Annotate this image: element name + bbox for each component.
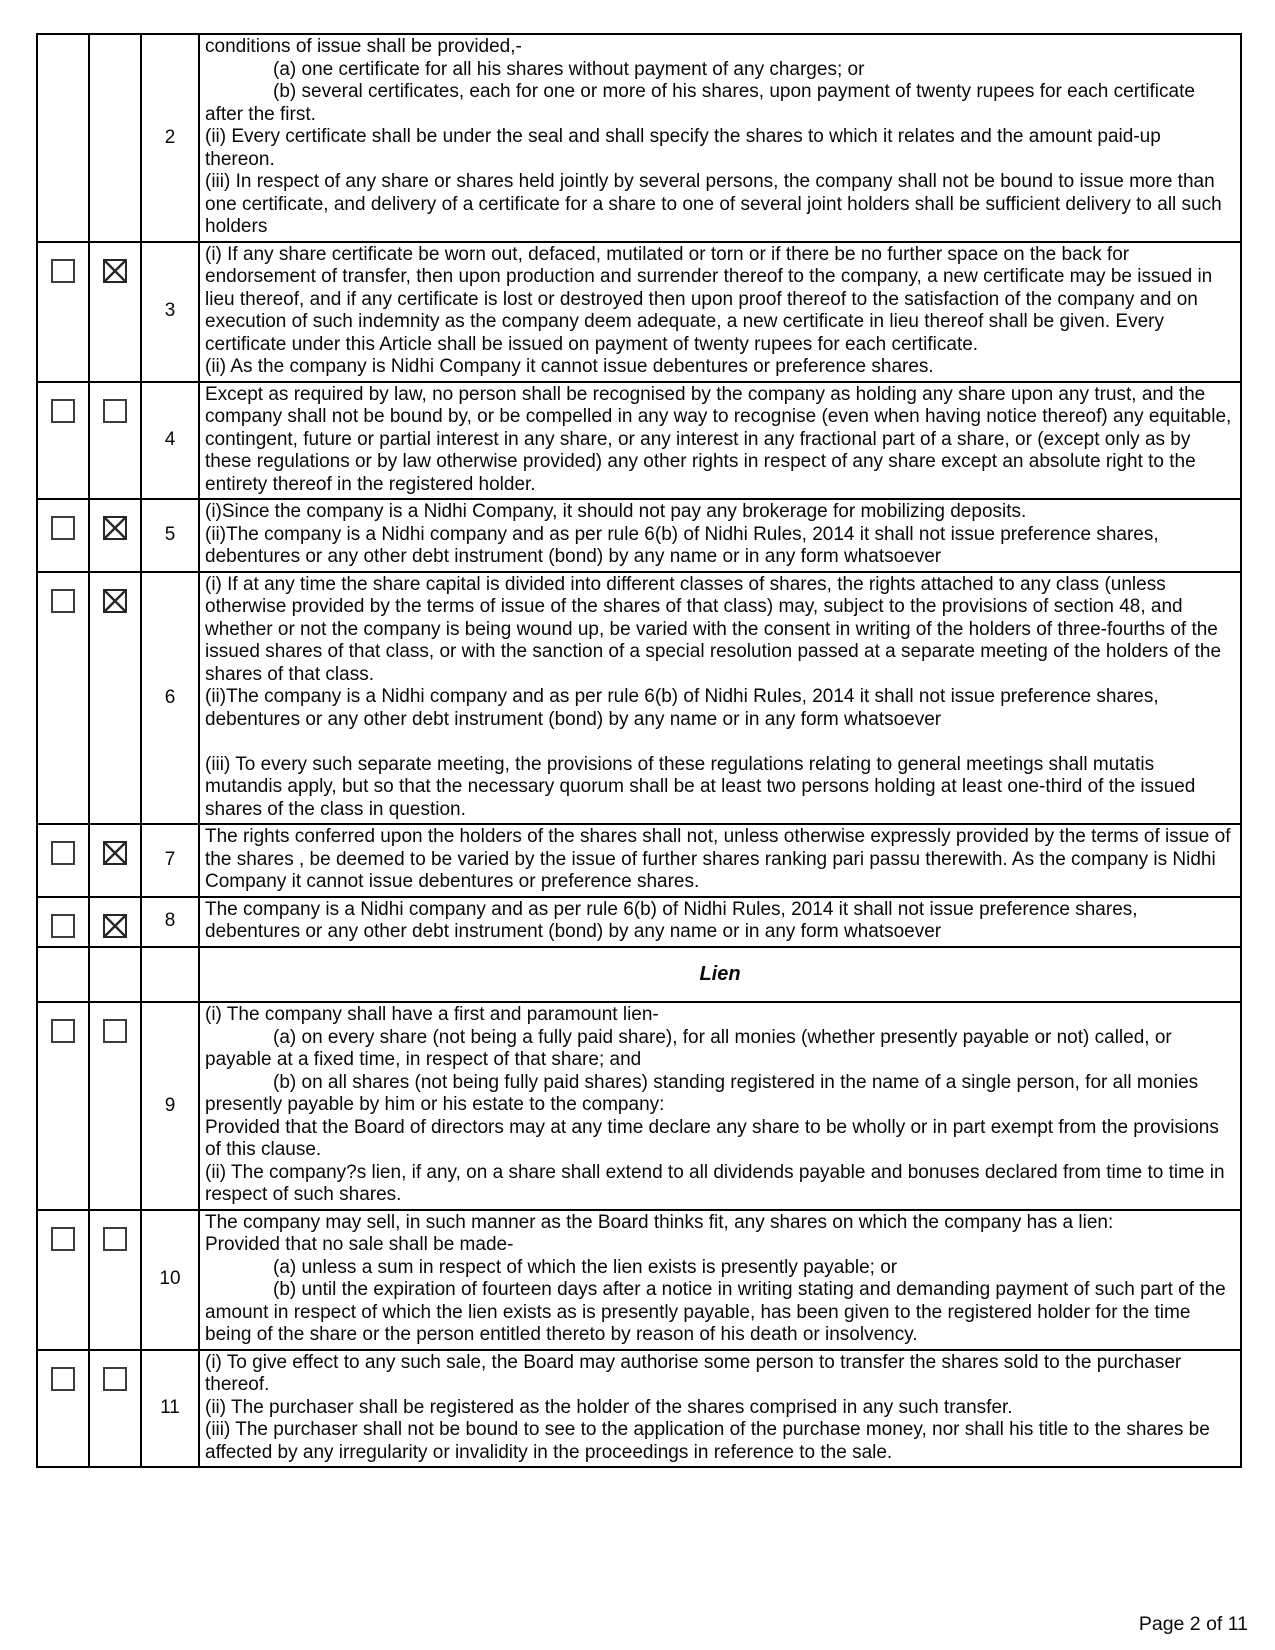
checkbox-unchecked-icon [103, 1367, 127, 1391]
article-text [199, 824, 1241, 897]
checkbox-cell-2 [89, 34, 141, 242]
table-row [37, 382, 1241, 500]
paragraph: (ii) The purchaser shall be registered as the holder of the shares comprised in any such transfer. [205, 1396, 1013, 1418]
checkbox-cell-1 [37, 34, 89, 242]
article-text [199, 1002, 1241, 1210]
article-number: 8 [141, 897, 199, 947]
paragraph: Provided that no sale shall be made- [205, 1234, 514, 1255]
checkbox-cell-1 [37, 382, 89, 500]
table-row [37, 242, 1241, 382]
page-number: Page 2 of 11 [1138, 1613, 1248, 1635]
paragraph: (i) If at any time the share capital is divided into different classes of shares, the rights attached to any class (unless otherwise provided by the terms of issue of the shares of that class) may, subject to the provisions of section 48, and whether or not the company is being wound up, be varied with the consent in writing of the holders of three-fourths of the issued shares of that class, or with the sanction of a special resolution passed at a separate meeting of the holders of the shares of that class. [205, 573, 1222, 685]
paragraph: (iii) In respect of any share or shares held jointly by several persons, the company shall not be bound to issue more than one certificate, and delivery of a certificate for a share to one of several joint holders shall be sufficient delivery to all such holders [205, 171, 1222, 237]
article-text [199, 242, 1241, 382]
article-text [199, 1350, 1241, 1468]
paragraph: (b) several certificates, each for one or more of his shares, upon payment of twenty rupees for each certificate after the first. [205, 81, 1195, 125]
checkbox-cell-1 [37, 1210, 89, 1350]
checkbox-unchecked-icon [103, 399, 127, 423]
checkbox-cell-1 [37, 897, 89, 947]
checkbox-cell-2 [89, 1210, 141, 1350]
checkbox-unchecked-icon [51, 914, 75, 938]
table-row [37, 572, 1241, 825]
paragraph: (b) on all shares (not being fully paid shares) standing registered in the name of a single person, for all monies presently payable by him or his estate to the company: [205, 1071, 1199, 1115]
paragraph: (i) To give effect to any such sale, the Board may authorise some person to transfer the shares sold to the purchaser thereof. [205, 1351, 1182, 1395]
article-number: 3 [141, 242, 199, 382]
checkbox-cell-1 [37, 1002, 89, 1210]
checkbox-cell-2 [89, 499, 141, 572]
checkbox-checked-icon [103, 259, 127, 283]
checkbox-cell-1 [37, 499, 89, 572]
paragraph: (a) unless a sum in respect of which the lien exists is presently payable; or [273, 1256, 898, 1278]
article-text [199, 382, 1241, 500]
paragraph: (ii) As the company is Nidhi Company it cannot issue debentures or preference shares. [205, 356, 934, 377]
table-row [37, 34, 1241, 242]
checkbox-cell-2 [89, 572, 141, 825]
checkbox-checked-icon [103, 516, 127, 540]
table-row [37, 499, 1241, 572]
checkbox-cell-1 [37, 572, 89, 825]
checkbox-cell-2 [89, 947, 141, 1003]
checkbox-cell-1 [37, 824, 89, 897]
checkbox-checked-icon [103, 589, 127, 613]
checkbox-unchecked-icon [103, 1019, 127, 1043]
checkbox-cell-1 [37, 947, 89, 1003]
articles-table [36, 33, 1242, 1468]
paragraph: Provided that the Board of directors may at any time declare any share to be wholly or in part exempt from the provisions of this clause. [205, 1116, 1219, 1160]
table-row [37, 1002, 1241, 1210]
article-number: 2 [141, 34, 199, 242]
paragraph: (iii) To every such separate meeting, the provisions of these regulations relating to general meetings shall mutatis mutandis apply, but so that the necessary quorum shall be at least two persons holding at least one-third of the issued shares of the class in question. [205, 753, 1196, 820]
article-number [141, 947, 199, 1003]
article-text [199, 1210, 1241, 1350]
article-text [199, 572, 1241, 825]
paragraph: (ii)The company is a Nidhi company and as per rule 6(b) of Nidhi Rules, 2014 it shall not issue preference shares, debentures or any other debt instrument (bond) by any name or in any form whatsoever [205, 686, 1159, 730]
checkbox-cell-2 [89, 824, 141, 897]
checkbox-cell-2 [89, 897, 141, 947]
table-row [37, 897, 1241, 947]
article-text [199, 34, 1241, 242]
paragraph: (i) If any share certificate be worn out, defaced, mutilated or torn or if there be no further space on the back for endorsement of transfer, then upon production and surrender thereof to the company, a new certificate may be issued in lieu thereof, and if any certificate is lost or destroyed then upon proof thereof to the satisfaction of the company and on execution of such indemnity as the company deem adequate, a new certificate in lieu thereof shall be given. Every certificate under this Article shall be issued on payment of twenty rupees for each certificate. [205, 243, 1213, 355]
paragraph: (ii)The company is a Nidhi company and as per rule 6(b) of Nidhi Rules, 2014 it shall not issue preference shares, debentures or any other debt instrument (bond) by any name or in any form whatsoever [205, 523, 1159, 567]
article-text [199, 897, 1241, 947]
article-number: 9 [141, 1002, 199, 1210]
checkbox-checked-icon [103, 914, 127, 938]
article-number: 11 [141, 1350, 199, 1468]
checkbox-unchecked-icon [51, 1019, 75, 1043]
paragraph: conditions of issue shall be provided,- [205, 36, 522, 57]
article-number: 4 [141, 382, 199, 500]
paragraph-spacer [205, 731, 1235, 754]
article-number: 6 [141, 572, 199, 825]
checkbox-cell-1 [37, 242, 89, 382]
checkbox-cell-2 [89, 382, 141, 500]
checkbox-cell-2 [89, 242, 141, 382]
checkbox-cell-2 [89, 1350, 141, 1468]
paragraph: Except as required by law, no person shall be recognised by the company as holding any share upon any trust, and the company shall not be bound by, or be compelled in any way to recognise (even when having notice thereof) any equitable, contingent, future or partial interest in any share, or any interest in any fractional part of a share, or (except only as by these regulations or by law otherwise provided) any other rights in respect of any share except an absolute right to the entirety thereof in the registered holder. [205, 383, 1232, 495]
checkbox-unchecked-icon [51, 589, 75, 613]
paragraph: The company is a Nidhi company and as per rule 6(b) of Nidhi Rules, 2014 it shall not issue preference shares, debentures or any other debt instrument (bond) by any name or in any form whatsoever [205, 898, 1138, 942]
checkbox-unchecked-icon [51, 1227, 75, 1251]
checkbox-unchecked-icon [51, 1367, 75, 1391]
article-number: 7 [141, 824, 199, 897]
paragraph: (a) on every share (not being a fully paid share), for all monies (whether presently payable or not) called, or payable at a fixed time, in respect of that share; and [205, 1026, 1172, 1070]
paragraph: (b) until the expiration of fourteen days after a notice in writing stating and demanding payment of such part of the amount in respect of which the lien exists as is presently payable, has been given to the registered holder for the time being of the share or the person entitled thereto by reason of his death or insolvency. [205, 1279, 1226, 1345]
paragraph: The rights conferred upon the holders of the shares shall not, unless otherwise expressly provided by the terms of issue of the shares , be deemed to be varied by the issue of further shares ranking pari passu therewith. As the company is Nidhi Company it cannot issue debentures or preference shares. [205, 826, 1231, 892]
table-row [37, 1350, 1241, 1468]
paragraph: (i) The company shall have a first and paramount lien- [205, 1004, 659, 1025]
article-number: 10 [141, 1210, 199, 1350]
checkbox-cell-1 [37, 1350, 89, 1468]
table-row [37, 824, 1241, 897]
paragraph: (ii) The company?s lien, if any, on a share shall extend to all dividends payable and bonuses declared from time to time in respect of such shares. [205, 1161, 1225, 1205]
checkbox-unchecked-icon [51, 516, 75, 540]
article-number: 5 [141, 499, 199, 572]
paragraph: (a) one certificate for all his shares without payment of any charges; or [273, 58, 865, 80]
section-heading-row [37, 947, 1241, 1003]
paragraph: The company may sell, in such manner as the Board thinks fit, any shares on which the company has a lien: [205, 1211, 1114, 1233]
section-heading: Lien [199, 947, 1241, 1003]
checkbox-unchecked-icon [103, 1227, 127, 1251]
table-row [37, 1210, 1241, 1350]
paragraph: (ii) Every certificate shall be under the seal and shall specify the shares to which it relates and the amount paid-up thereon. [205, 126, 1161, 170]
checkbox-unchecked-icon [51, 399, 75, 423]
article-text [199, 499, 1241, 572]
checkbox-unchecked-icon [51, 841, 75, 865]
paragraph: (i)Since the company is a Nidhi Company, it should not pay any brokerage for mobilizing deposits. [205, 501, 1027, 522]
checkbox-checked-icon [103, 841, 127, 865]
checkbox-cell-2 [89, 1002, 141, 1210]
checkbox-unchecked-icon [51, 259, 75, 283]
paragraph: (iii) The purchaser shall not be bound to see to the application of the purchase money, nor shall his title to the shares be affected by any irregularity or invalidity in the proceedings in reference to the sale. [205, 1419, 1210, 1463]
